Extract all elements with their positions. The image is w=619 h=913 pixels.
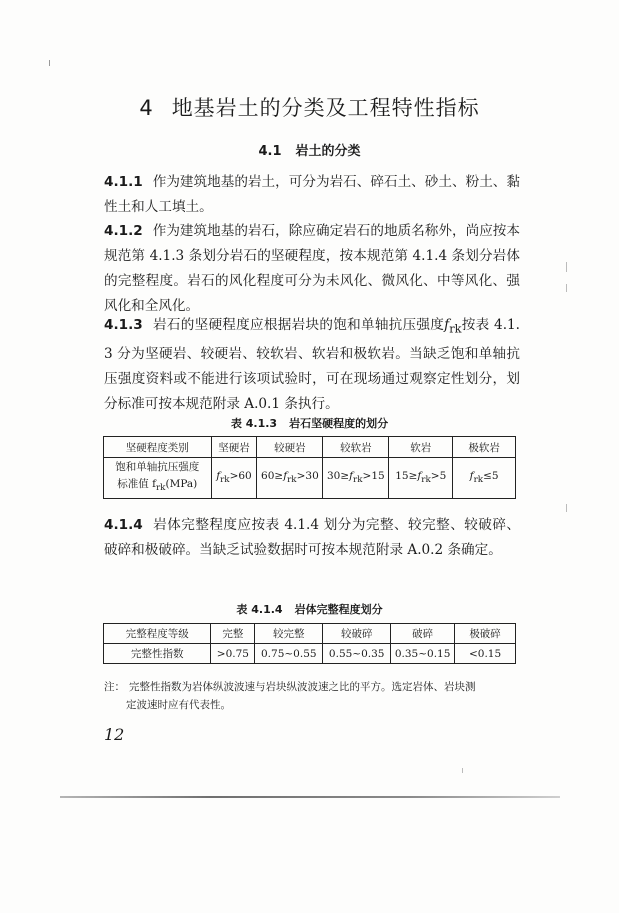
table-rock-hardness	[103, 436, 516, 499]
table-4-1-4-title	[0, 601, 619, 617]
chapter-title-text: 地基岩土的分类及工程特性指标	[171, 96, 480, 120]
symbol-f: f	[444, 317, 450, 333]
clause-4-1-3	[104, 313, 520, 417]
section-title	[0, 140, 619, 159]
clause-number: 4.1.2	[104, 223, 143, 239]
table-note	[104, 678, 520, 714]
note-label: 注：	[104, 681, 125, 693]
header-cell: 坚硬岩	[211, 437, 257, 458]
clause-number: 4.1.3	[104, 317, 143, 333]
clause-number: 4.1.1	[104, 174, 143, 190]
page-number: 12	[104, 725, 125, 744]
scan-speck	[566, 284, 567, 292]
scan-speck	[462, 768, 463, 773]
header-cell: 较硬岩	[257, 437, 323, 458]
row-label-line1: 饱和单轴抗压强度	[115, 460, 200, 473]
header-cell: 较完整	[255, 624, 323, 644]
row-label-cell: 完整性指数	[104, 644, 211, 664]
header-cell: 较软岩	[323, 437, 389, 458]
scan-speck	[566, 504, 567, 512]
value-cell: 0.75~0.55	[255, 644, 323, 664]
clause-4-1-2	[104, 219, 520, 319]
table-header-row	[104, 624, 516, 644]
clause-4-1-1	[104, 170, 520, 220]
row-label-line2: 标准值 f	[117, 477, 156, 490]
table-rock-integrity	[103, 623, 516, 664]
scan-speck	[49, 60, 50, 66]
value-cell: $f_{rk}>60$	[211, 458, 257, 499]
value-cell: $60\ge f_{rk}>30$	[257, 458, 323, 499]
header-cell: 完整	[211, 624, 255, 644]
clause-number: 4.1.4	[104, 517, 143, 533]
value-cell: $15\ge f_{rk}>5$	[389, 458, 453, 499]
table-row	[104, 644, 516, 664]
table-number: 表 4.1.3	[230, 417, 278, 430]
chapter-title	[0, 92, 619, 122]
section-number: 4.1	[258, 144, 282, 159]
clause-text-after: 按表 4.1.3 分为坚硬岩、较硬岩、较软岩、软岩和极软岩。当缺乏饱和单轴抗压强度资料或不能进行该项试验时，可在现场通过观察定性划分，划分标准可按本规范附录 A.0.1 条执行。	[104, 317, 520, 412]
clause-text: 作为建筑地基的岩石，除应确定岩石的地质名称外，尚应按本规范第 4.1.3 条划分岩石的坚硬程度，按本规范第 4.1.4 条划分岩体的完整程度。岩石的风化程度可分为未风化、微风化、中等风化、强风化和全风化。	[104, 223, 520, 314]
header-cell: 完整程度等级	[104, 624, 211, 644]
row-label-cell	[104, 458, 212, 499]
note-line2: 定波速时应有代表性。	[126, 699, 231, 711]
header-cell: 破碎	[391, 624, 455, 644]
clause-text: 作为建筑地基的岩土，可分为岩石、碎石土、砂土、粉土、黏性土和人工填土。	[104, 174, 520, 215]
table-title-text: 岩体完整程度划分	[294, 603, 383, 616]
row-label-sub: rk	[155, 483, 166, 494]
row-label-unit: (MPa)	[165, 477, 198, 490]
header-cell: 较破碎	[323, 624, 391, 644]
clause-text: 岩体完整程度应按表 4.1.4 划分为完整、较完整、较破碎、破碎和极破碎。当缺乏试验数据时可按本规范附录 A.0.2 条确定。	[104, 517, 520, 558]
table-number: 表 4.1.4	[236, 603, 283, 616]
header-cell: 软岩	[389, 437, 453, 458]
value-cell: 0.55~0.35	[323, 644, 391, 664]
symbol-subscript: rk	[449, 321, 462, 336]
value-cell: $f_{rk}\le 5$	[453, 458, 516, 499]
table-4-1-3-title	[0, 415, 619, 431]
table-title-text: 岩石坚硬程度的划分	[289, 417, 389, 430]
chapter-number: 4	[139, 96, 154, 120]
header-cell: 坚硬程度类别	[104, 437, 212, 458]
scan-speck	[566, 262, 567, 272]
bottom-rule	[60, 796, 560, 798]
value-cell: >0.75	[211, 644, 255, 664]
value-cell: <0.15	[455, 644, 516, 664]
table-row	[104, 458, 516, 499]
section-title-text: 岩土的分类	[295, 144, 361, 159]
note-line1: 完整性指数为岩体纵波波速与岩块纵波波速之比的平方。选定岩体、岩块测	[129, 681, 476, 693]
value-cell: 0.35~0.15	[391, 644, 455, 664]
table-header-row	[104, 437, 516, 458]
clause-text-before: 岩石的坚硬程度应根据岩块的饱和单轴抗压强度	[152, 317, 445, 333]
header-cell: 极软岩	[453, 437, 516, 458]
value-cell: $30\ge f_{rk}>15$	[323, 458, 389, 499]
header-cell: 极破碎	[455, 624, 516, 644]
clause-4-1-4	[104, 513, 520, 563]
